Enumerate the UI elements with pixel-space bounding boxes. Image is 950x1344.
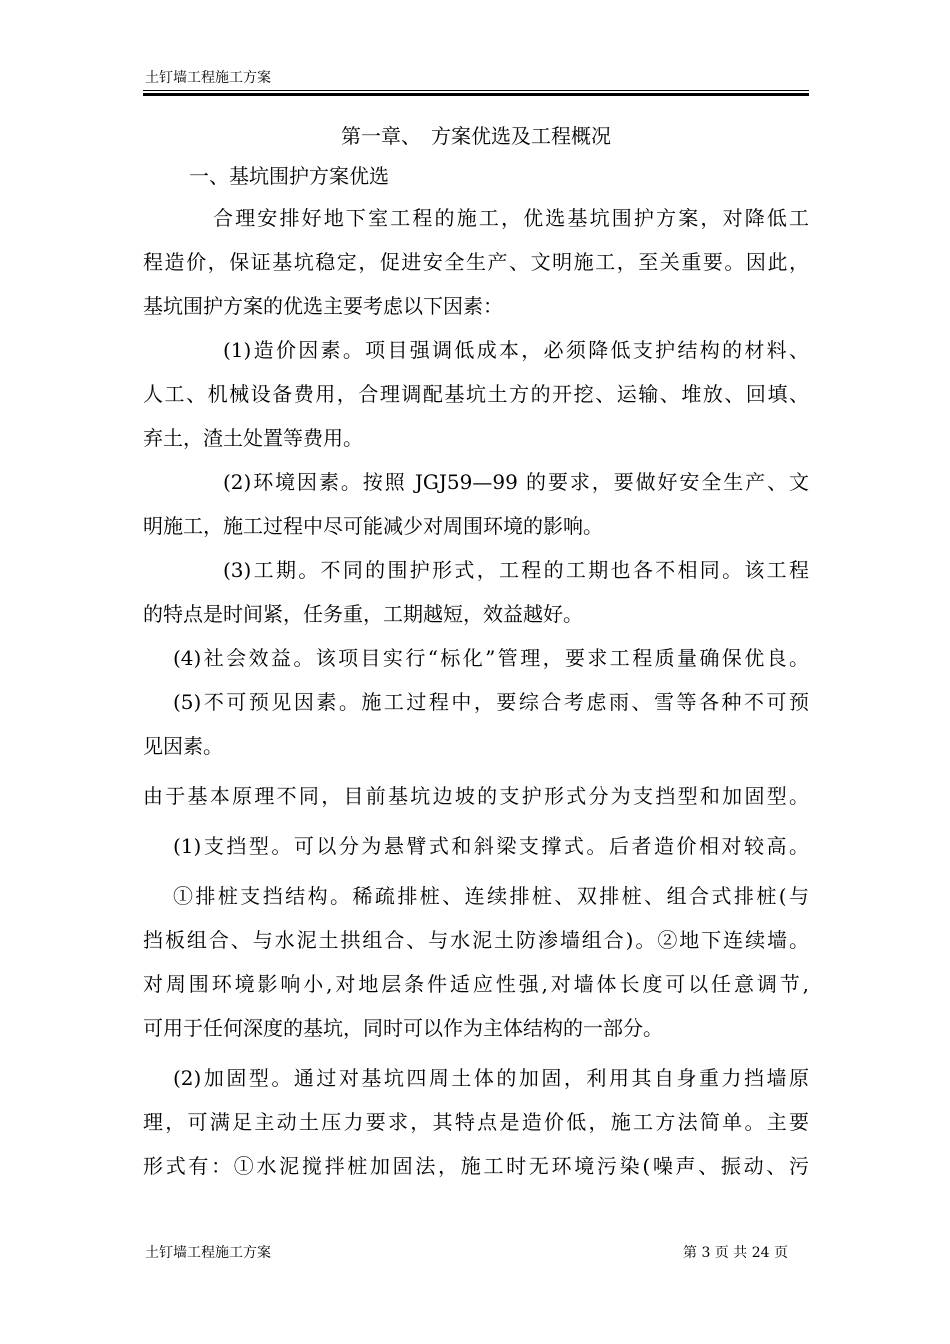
paragraph-line: (4)社会效益。该项目实行“标化”管理，要求工程质量确保优良。 xyxy=(173,646,809,670)
paragraph-line: (5)不可预见因素。施工过程中，要综合考虑雨、雪等各种不可预 xyxy=(173,690,809,714)
paragraph-line: 程造价，保证基坑稳定，促进安全生产、文明施工，至关重要。因此， xyxy=(143,250,809,274)
paragraph-line: 明施工，施工过程中尽可能减少对周围环境的影响。 xyxy=(143,514,603,538)
paragraph-line: ①排桩支挡结构。稀疏排桩、连续排桩、双排桩、组合式排桩(与 xyxy=(173,884,809,908)
paragraph-line: (2)环境因素。按照 JGJ59—99 的要求，要做好安全生产、文 xyxy=(223,470,809,494)
paragraph-line: 对周围环境影响小,对地层条件适应性强,对墙体长度可以任意调节, xyxy=(143,972,809,996)
footer-title: 土钉墙工程施工方案 xyxy=(145,1245,271,1261)
header-rule-thin xyxy=(143,90,809,91)
document-body xyxy=(143,116,809,1188)
paragraph-line: 基坑围护方案的优选主要考虑以下因素： xyxy=(143,294,503,318)
paragraph-line: 可用于任何深度的基坑，同时可以作为主体结构的一部分。 xyxy=(143,1016,663,1040)
header-rule-thick xyxy=(143,93,809,96)
paragraph-line: 人工、机械设备费用，合理调配基坑土方的开挖、运输、堆放、回填、 xyxy=(143,382,809,406)
paragraph-line: 弃土，渣土处置等费用。 xyxy=(143,426,363,450)
paragraph-line: 由于基本原理不同，目前基坑边坡的支护形式分为支挡型和加固型。 xyxy=(143,784,809,808)
paragraph-line: (1)造价因素。项目强调低成本，必须降低支护结构的材料、 xyxy=(223,338,809,362)
paragraph-line: 挡板组合、与水泥土拱组合、与水泥土防渗墙组合)。②地下连续墙。 xyxy=(143,928,809,952)
paragraph-line: (1)支挡型。可以分为悬臂式和斜梁支撑式。后者造价相对较高。 xyxy=(173,834,809,858)
paragraph-line: 见因素。 xyxy=(143,734,223,758)
paragraph-line: 形式有：①水泥搅拌桩加固法，施工时无环境污染(噪声、振动、污 xyxy=(143,1154,809,1178)
header-title: 土钉墙工程施工方案 xyxy=(145,70,271,86)
section-title: 一、基坑围护方案优选 xyxy=(189,164,389,188)
footer-page-info: 第 3 页 共 24 页 xyxy=(683,1245,788,1261)
paragraph-line: (3)工期。不同的围护形式，工程的工期也各不相同。该工程 xyxy=(223,558,809,582)
chapter-title: 第一章、 方案优选及工程概况 xyxy=(341,124,611,148)
paragraph-line: 理，可满足主动土压力要求，其特点是造价低，施工方法简单。主要 xyxy=(143,1110,809,1134)
paragraph-line: 合理安排好地下室工程的施工，优选基坑围护方案，对降低工 xyxy=(213,206,809,230)
paragraph-line: (2)加固型。通过对基坑四周土体的加固，利用其自身重力挡墙原 xyxy=(173,1066,809,1090)
paragraph-line: 的特点是时间紧，任务重，工期越短，效益越好。 xyxy=(143,602,583,626)
